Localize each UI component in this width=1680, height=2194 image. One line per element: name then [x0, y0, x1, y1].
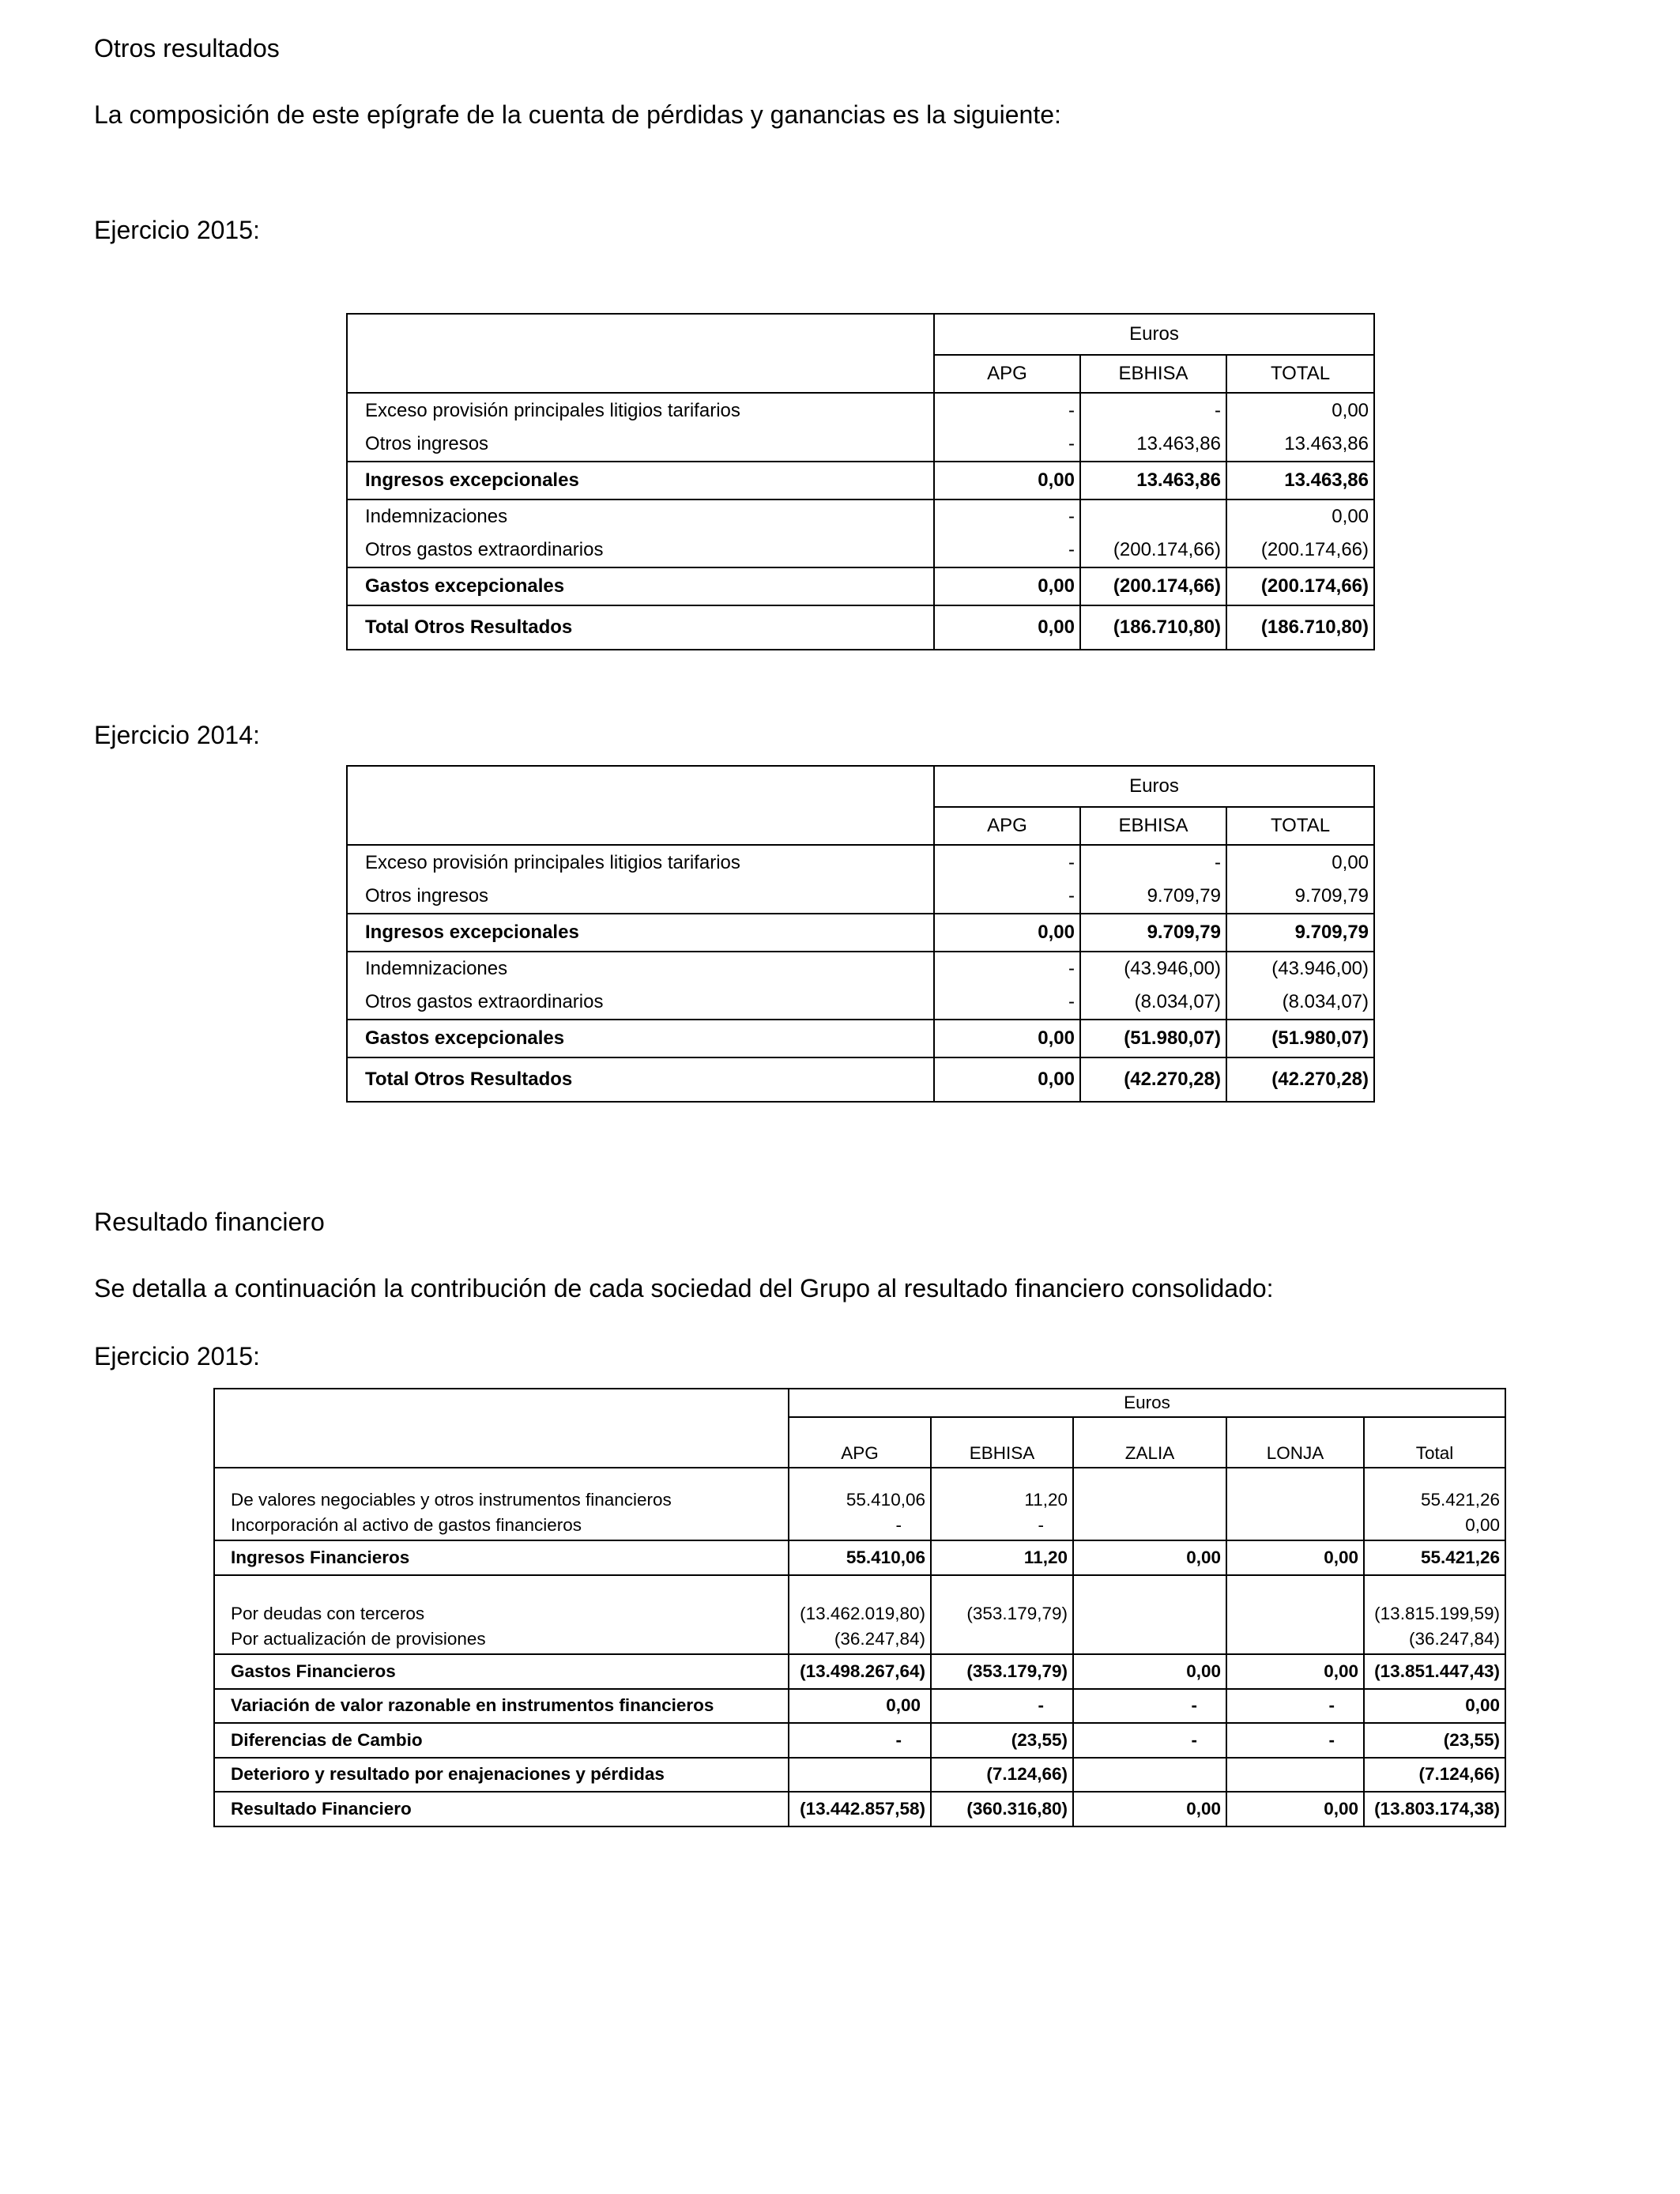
cell-value: - [934, 393, 1080, 428]
column-header: LONJA [1226, 1417, 1364, 1468]
cell-value: (360.316,80) [931, 1792, 1073, 1826]
heading-ejercicio-2015-financiero: Ejercicio 2015: [94, 1342, 260, 1370]
table-row [347, 605, 1374, 650]
cell-value: - [789, 1723, 931, 1758]
cell-value: 9.709,79 [1226, 914, 1374, 952]
cell-value: 0,00 [1226, 1540, 1364, 1575]
cell-value: 9.709,79 [1080, 880, 1226, 914]
header-blank-cell [214, 1389, 789, 1468]
row-label: De valores negociables y otros instrumentos financieros [214, 1468, 789, 1512]
cell-value: - [1226, 1689, 1364, 1723]
column-header: APG [789, 1417, 931, 1468]
table-row [214, 1512, 1505, 1540]
cell-value: 9.709,79 [1080, 914, 1226, 952]
group-header: Euros [934, 314, 1374, 355]
column-header: TOTAL [1226, 807, 1374, 845]
cell-value: (51.980,07) [1080, 1020, 1226, 1057]
cell-value: - [934, 533, 1080, 567]
cell-value: (186.710,80) [1226, 605, 1374, 650]
table-row [347, 462, 1374, 499]
row-label: Otros gastos extraordinarios [347, 533, 934, 567]
header-blank-cell [347, 314, 934, 393]
cell-value: 9.709,79 [1226, 880, 1374, 914]
row-label: Por actualización de provisiones [214, 1626, 789, 1654]
column-header: TOTAL [1226, 355, 1374, 393]
cell-value: (42.270,28) [1080, 1057, 1226, 1102]
cell-value: (200.174,66) [1080, 567, 1226, 605]
otros-resultados-2015-table [346, 313, 1375, 650]
cell-value: 0,00 [934, 914, 1080, 952]
cell-value: (13.442.857,58) [789, 1792, 931, 1826]
table-row [347, 914, 1374, 952]
row-label: Total Otros Resultados [347, 605, 934, 650]
otros-resultados-2014-table [346, 765, 1375, 1103]
cell-value: 0,00 [1226, 1654, 1364, 1689]
resultado-financiero-2015-table [213, 1388, 1506, 1827]
cell-value: - [1080, 393, 1226, 428]
cell-value: 0,00 [934, 462, 1080, 499]
cell-value: (7.124,66) [1364, 1758, 1505, 1792]
cell-value: (353.179,79) [931, 1575, 1073, 1626]
heading-resultado-financiero: Resultado financiero [94, 1208, 325, 1236]
row-label: Variación de valor razonable en instrumentos financieros [214, 1689, 789, 1723]
table-row [214, 1626, 1505, 1654]
cell-value: (186.710,80) [1080, 605, 1226, 650]
row-label: Diferencias de Cambio [214, 1723, 789, 1758]
cell-value: (43.946,00) [1226, 952, 1374, 986]
cell-value: 0,00 [934, 567, 1080, 605]
cell-value: (36.247,84) [789, 1626, 931, 1654]
column-header: ZALIA [1073, 1417, 1226, 1468]
cell-value: - [1073, 1723, 1226, 1758]
table-row [347, 428, 1374, 462]
table-row [347, 567, 1374, 605]
cell-value: (13.851.447,43) [1364, 1654, 1505, 1689]
table-row [214, 1468, 1505, 1512]
cell-value: (51.980,07) [1226, 1020, 1374, 1057]
table-row [347, 393, 1374, 428]
cell-value: - [934, 952, 1080, 986]
row-label: Otros ingresos [347, 880, 934, 914]
row-label: Gastos Financieros [214, 1654, 789, 1689]
cell-value [1073, 1758, 1226, 1792]
cell-value: (8.034,07) [1226, 986, 1374, 1020]
cell-value: (7.124,66) [931, 1758, 1073, 1792]
cell-value: - [789, 1512, 931, 1540]
cell-value: 0,00 [1073, 1792, 1226, 1826]
cell-value: (353.179,79) [931, 1654, 1073, 1689]
cell-value: 0,00 [1226, 845, 1374, 880]
column-header: Total [1364, 1417, 1505, 1468]
cell-value [1226, 1626, 1364, 1654]
table-row [214, 1792, 1505, 1826]
row-label: Indemnizaciones [347, 499, 934, 533]
row-label: Exceso provisión principales litigios tarifarios [347, 845, 934, 880]
cell-value: (8.034,07) [1080, 986, 1226, 1020]
table-row [347, 1057, 1374, 1102]
cell-value: - [934, 986, 1080, 1020]
cell-value: 13.463,86 [1080, 462, 1226, 499]
cell-value: - [1073, 1689, 1226, 1723]
cell-value: (43.946,00) [1080, 952, 1226, 986]
cell-value [789, 1758, 931, 1792]
row-label: Ingresos excepcionales [347, 914, 934, 952]
cell-value [1226, 1758, 1364, 1792]
heading-otros-resultados: Otros resultados [94, 34, 280, 62]
cell-value [1073, 1626, 1226, 1654]
column-header: APG [934, 807, 1080, 845]
cell-value: 55.421,26 [1364, 1468, 1505, 1512]
row-label: Otros gastos extraordinarios [347, 986, 934, 1020]
cell-value: 55.410,06 [789, 1540, 931, 1575]
table-row [347, 533, 1374, 567]
cell-value: 0,00 [1073, 1540, 1226, 1575]
row-label: Gastos excepcionales [347, 1020, 934, 1057]
cell-value: (23,55) [1364, 1723, 1505, 1758]
cell-value: 0,00 [1226, 499, 1374, 533]
table-row [214, 1575, 1505, 1626]
table-row [347, 1020, 1374, 1057]
cell-value [1226, 1575, 1364, 1626]
table-row [214, 1540, 1505, 1575]
cell-value: 11,20 [931, 1540, 1073, 1575]
table-row [214, 1758, 1505, 1792]
cell-value: (200.174,66) [1080, 533, 1226, 567]
table-row [347, 986, 1374, 1020]
cell-value: - [1226, 1723, 1364, 1758]
heading-ejercicio-2014: Ejercicio 2014: [94, 721, 260, 749]
row-label: Ingresos Financieros [214, 1540, 789, 1575]
cell-value: (13.498.267,64) [789, 1654, 931, 1689]
cell-value: - [931, 1512, 1073, 1540]
column-header: EBHISA [931, 1417, 1073, 1468]
cell-value: 13.463,86 [1226, 428, 1374, 462]
cell-value: - [934, 428, 1080, 462]
cell-value: 0,00 [1364, 1689, 1505, 1723]
group-header: Euros [934, 766, 1374, 807]
row-label: Indemnizaciones [347, 952, 934, 986]
cell-value: 0,00 [934, 1020, 1080, 1057]
cell-value: (200.174,66) [1226, 567, 1374, 605]
cell-value: (36.247,84) [1364, 1626, 1505, 1654]
cell-value: 55.410,06 [789, 1468, 931, 1512]
column-header: APG [934, 355, 1080, 393]
cell-value: - [934, 845, 1080, 880]
cell-value: 0,00 [789, 1689, 931, 1723]
table-row [347, 880, 1374, 914]
cell-value: 0,00 [934, 605, 1080, 650]
cell-value: 13.463,86 [1080, 428, 1226, 462]
intro-resultado-financiero: Se detalla a continuación la contribución de cada sociedad del Grupo al resultado financiero consolidado: [94, 1274, 1274, 1302]
cell-value: (23,55) [931, 1723, 1073, 1758]
cell-value: 0,00 [1226, 1792, 1364, 1826]
table-row [214, 1654, 1505, 1689]
intro-otros-resultados: La composición de este epígrafe de la cuenta de pérdidas y ganancias es la siguiente: [94, 100, 1061, 129]
row-label: Gastos excepcionales [347, 567, 934, 605]
cell-value: - [931, 1689, 1073, 1723]
row-label: Exceso provisión principales litigios tarifarios [347, 393, 934, 428]
row-label: Otros ingresos [347, 428, 934, 462]
cell-value: 0,00 [1364, 1512, 1505, 1540]
column-header: EBHISA [1080, 807, 1226, 845]
cell-value: - [1080, 845, 1226, 880]
cell-value [1080, 499, 1226, 533]
table-row [347, 845, 1374, 880]
cell-value [1073, 1468, 1226, 1512]
row-label: Deterioro y resultado por enajenaciones y pérdidas [214, 1758, 789, 1792]
cell-value: (200.174,66) [1226, 533, 1374, 567]
cell-value: 0,00 [1226, 393, 1374, 428]
cell-value: (13.803.174,38) [1364, 1792, 1505, 1826]
row-label: Por deudas con terceros [214, 1575, 789, 1626]
table-row [214, 1723, 1505, 1758]
cell-value [931, 1626, 1073, 1654]
row-label: Total Otros Resultados [347, 1057, 934, 1102]
cell-value: 0,00 [1073, 1654, 1226, 1689]
group-header: Euros [789, 1389, 1505, 1417]
cell-value: (13.815.199,59) [1364, 1575, 1505, 1626]
column-header: EBHISA [1080, 355, 1226, 393]
cell-value: - [934, 499, 1080, 533]
table-row [347, 499, 1374, 533]
heading-ejercicio-2015-otros: Ejercicio 2015: [94, 216, 260, 244]
cell-value: 13.463,86 [1226, 462, 1374, 499]
cell-value [1073, 1575, 1226, 1626]
cell-value [1226, 1468, 1364, 1512]
table-row [347, 952, 1374, 986]
header-blank-cell [347, 766, 934, 845]
cell-value: - [934, 880, 1080, 914]
cell-value: 55.421,26 [1364, 1540, 1505, 1575]
cell-value: 0,00 [934, 1057, 1080, 1102]
cell-value: 11,20 [931, 1468, 1073, 1512]
cell-value [1226, 1512, 1364, 1540]
cell-value: (13.462.019,80) [789, 1575, 931, 1626]
row-label: Incorporación al activo de gastos financieros [214, 1512, 789, 1540]
cell-value: (42.270,28) [1226, 1057, 1374, 1102]
row-label: Ingresos excepcionales [347, 462, 934, 499]
table-row [214, 1689, 1505, 1723]
cell-value [1073, 1512, 1226, 1540]
row-label: Resultado Financiero [214, 1792, 789, 1826]
